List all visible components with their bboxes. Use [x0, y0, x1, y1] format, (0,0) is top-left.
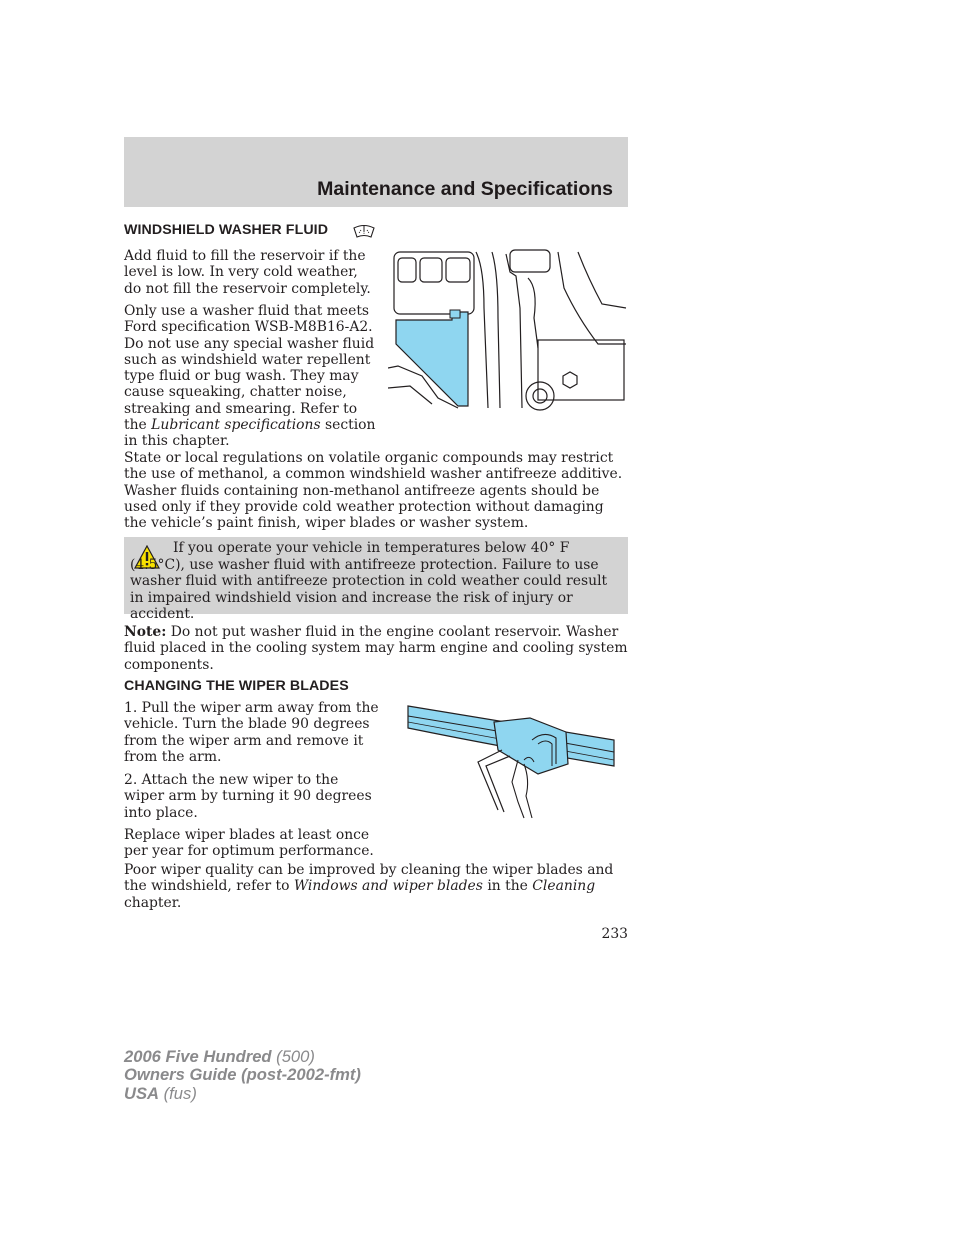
note-label: Note:: [124, 624, 167, 640]
wiper-step-2: 2. Attach the new wiper to the wiper arm by turning it 90 degrees into place.: [124, 772, 372, 821]
warning-box: [124, 537, 628, 622]
windows-wiper-ref: Windows and wiper blades: [293, 878, 483, 895]
page-number: 233: [601, 926, 628, 942]
washer-para-spec: Only use a washer fluid that meets Ford specification WSB-M8B16-A2. Do not use any special washer fluid such as windshield water repellent type fluid or bug wash. They may cause squeaking, chatter noise, streaking and smearing. Refer to the Lubricant specifications section in this chapter.: [124, 303, 376, 450]
wiper-para-quality: Poor wiper quality can be improved by cleaning the wiper blades and the windshield, refer to Windows and wiper blades in the Cleaning chapter.: [124, 862, 614, 911]
wiper-blade-illustration: [406, 700, 616, 820]
washer-para-regulations: State or local regulations on volatile organic compounds may restrict the use of methanol, a common windshield washer antifreeze additive. Washer fluids containing non-methanol antifreeze agents should be used only if they provide cold weather protection without damaging the vehicle’s paint finish, wiper blades or washer system.: [124, 450, 623, 532]
note-paragraph: Note: Do not put washer fluid in the engine coolant reservoir. Washer fluid placed in the cooling system may harm engine and cooling system components.: [124, 624, 628, 673]
lubricant-spec-ref: Lubricant specifications: [151, 417, 321, 434]
wiper-para-replace: Replace wiper blades at least once per year for optimum performance.: [124, 827, 374, 860]
wiper-step-1: 1. Pull the wiper arm away from the vehicle. Turn the blade 90 degrees from the wiper arm and remove it from the arm.: [124, 700, 379, 765]
footer-doc-info: 2006 Five Hundred (500) Owners Guide (post-2002-fmt) USA (fus): [124, 1047, 361, 1103]
header-band: [124, 137, 628, 207]
wiper-blades-heading: CHANGING THE WIPER BLADES: [124, 678, 349, 694]
washer-fluid-heading: WINDSHIELD WASHER FLUID: [124, 222, 329, 238]
warning-text: If you operate your vehicle in temperatures below 40° F (4.5°C), use washer fluid with antifreeze protection. Failure to use washer fluid with antifreeze protection in cold weather could result in impaired windshield vision and increase the risk of injury or accident.: [130, 540, 608, 622]
washer-para-fill: Add fluid to fill the reservoir if the level is low. In very cold weather, do not fill the reservoir completely.: [124, 248, 371, 297]
windshield-washer-icon: [352, 222, 376, 240]
washer-reservoir-illustration: [388, 248, 628, 414]
cleaning-ref: Cleaning: [532, 878, 596, 895]
section-title: Maintenance and Specifications: [317, 178, 613, 200]
